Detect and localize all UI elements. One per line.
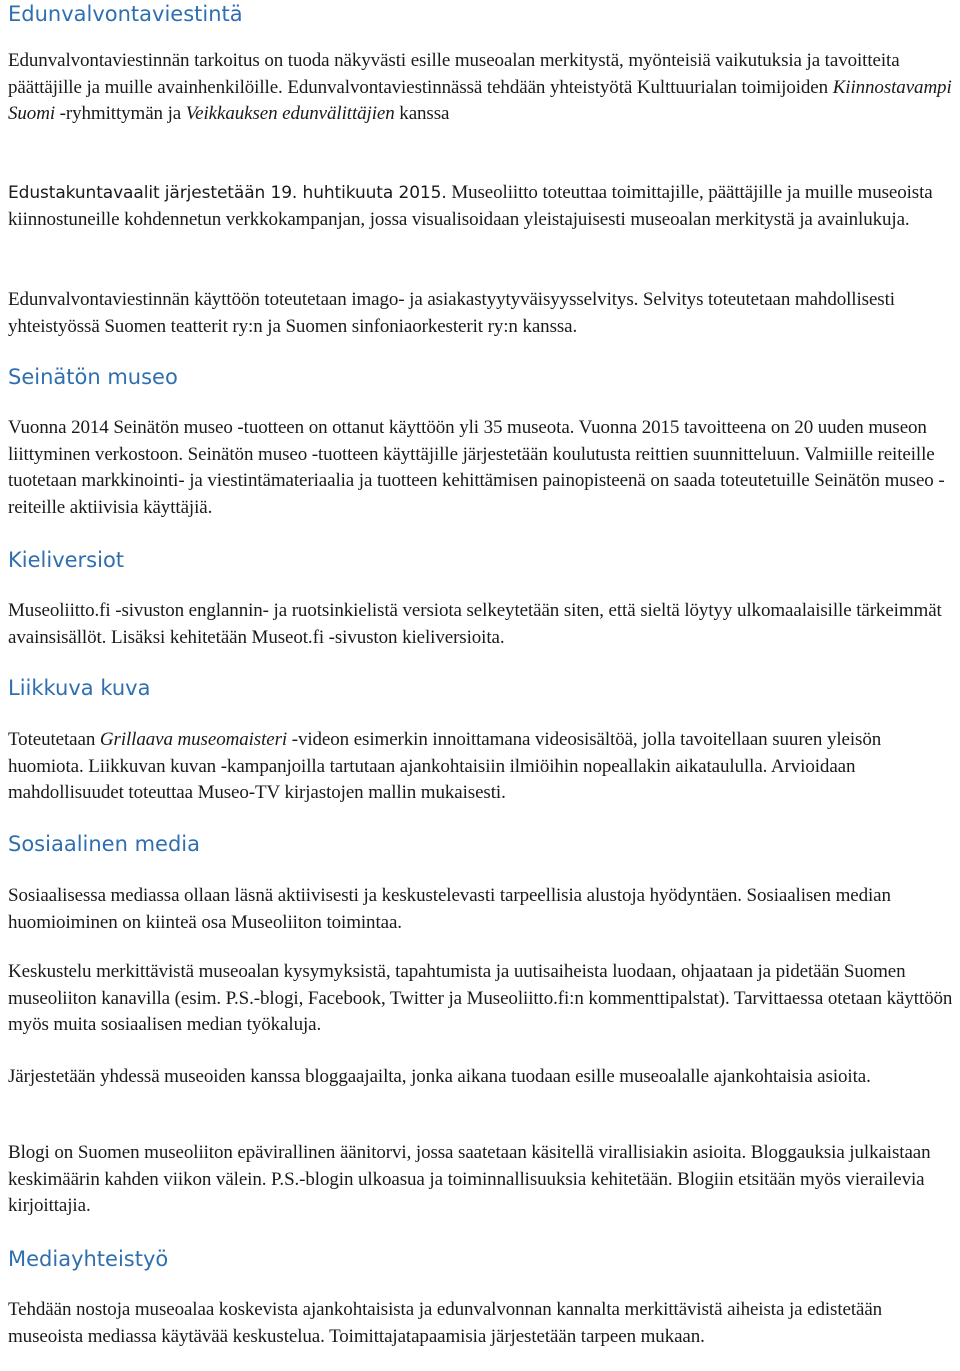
text-run: Edunvalvontaviestinnän tarkoitus on tuoda näkyvästi esille museoalan merkitystä, myönteisiä vaikutuksia ja tavoitteita päättäjille ja muille avainhenkilöille. Edunvalvontaviestinnässä tehdään yhteistyötä Kulttuurialan toimijoiden — [8, 50, 900, 98]
heading-liikkuva-kuva: Liikkuva kuva — [8, 676, 151, 700]
text-run: kanssa — [394, 103, 450, 124]
heading-mediayhteistyo: Mediayhteistyö — [8, 1247, 169, 1271]
text-run: -ryhmittymän ja — [55, 103, 186, 124]
heading-kieliversiot: Kieliversiot — [8, 548, 125, 572]
paragraph-liikkuva-kuva — [8, 727, 953, 807]
paragraph-seinaton-museo: Vuonna 2014 Seinätön museo -tuotteen on ottanut käyttöön yli 35 museota. Vuonna 2015 tavoitteena on 20 uuden museon liittyminen verkostoon. Seinätön museo -tuotteen käyttäjille järjestetään koulutusta reittien suunnitteluun. Valmiille reiteille tuotetaan markkinointi- ja viestintämateriaalia ja tuotteen kehittämisen painopisteenä on saada toteutetuille Seinätön museo -reiteille aktiivisia käyttäjiä. — [8, 417, 945, 518]
italic-grillaava-museomaisteri: Grillaava museomaisteri — [99, 729, 288, 750]
text-run: Toteutetaan — [8, 729, 100, 750]
text-run: Museoliitto toteuttaa toimittajille, päättäjille ja muille museoista kiinnostuneille kohdennetun verkkokampanjan, jossa visualisoidaan yleistajuisesti museoalan merkitystä ja avainlukuja. — [8, 182, 933, 230]
heading-edunvalvontaviestinta: Edunvalvontaviestintä — [8, 2, 243, 26]
paragraph-edunvalvonta-intro — [8, 48, 953, 128]
paragraph-mediayhteistyo: Tehdään nostoja museoalaa koskevista ajankohtaisista ja edunvalvonnan kannalta merkittävistä aiheista ja edistetään museoista mediassa käytävää keskustelua. Toimittajatapaamisia järjestetään tarpeen mukaan. — [8, 1299, 883, 1347]
text-run: -videon esimerkin innoittamana videosisältöä, jolla tavoitellaan suuren yleisön huomiota. Liikkuvan kuvan -kampanjoilla tartutaan ajankohtaisiin ilmiöihin nopeallakin aikataululla. Arvioidaan mahdollisuudet toteuttaa Museo-TV kirjastojen mallin mukaisesti. — [8, 729, 882, 803]
text-run-vaalit-date: Edustakuntavaalit järjestetään 19. huhtikuuta 2015. — [8, 183, 447, 203]
paragraph-kieliversiot: Museoliitto.fi -sivuston englannin- ja ruotsinkielistä versiota selkeytetään siten, että sieltä löytyy ulkomaalaisille tärkeimmät avainsisällöt. Lisäksi kehitetään Museot.fi -sivuston kieliversioita. — [8, 600, 942, 648]
heading-seinaton-museo: Seinätön museo — [8, 365, 178, 389]
paragraph-edunvalvonta-vaalit — [8, 180, 953, 233]
italic-veikkauksen-edunvalittajien: Veikkauksen edunvälittäjien — [185, 103, 395, 124]
paragraph-some-1: Sosiaalisessa mediassa ollaan läsnä aktiivisesti ja keskustelevasti tarpeellisia alustoja hyödyntäen. Sosiaalisen median huomioiminen on kiinteä osa Museoliiton toimintaa. — [8, 885, 891, 933]
paragraph-edunvalvonta-selvitys: Edunvalvontaviestinnän käyttöön toteutetaan imago- ja asiakastyytyväisyysselvitys. Selvitys toteutetaan mahdollisesti yhteistyössä Suomen teatterit ry:n ja Suomen sinfoniaorkesterit ry:n kanssa. — [8, 289, 895, 337]
paragraph-some-2: Keskustelu merkittävistä museoalan kysymyksistä, tapahtumista ja uutisaiheista luodaan, ohjaataan ja pidetään Suomen museoliiton kanavilla (esim. P.S.-blogi, Facebook, Twitter ja Museoliitto.fi:n kommenttipalstat). Tarvittaessa otetaan käyttöön myös muita sosiaalisen median työkaluja. — [8, 961, 953, 1035]
heading-sosiaalinen-media: Sosiaalinen media — [8, 832, 200, 856]
paragraph-some-4: Blogi on Suomen museoliiton epävirallinen äänitorvi, jossa saatetaan käsitellä virallisiakin asioita. Bloggauksia julkaistaan keskimäärin kahden viikon välein. P.S.-blogin ulkoasua ja toiminnallisuuksia kehitetään. Blogiin etsitään myös vierailevia kirjoittajia. — [8, 1142, 931, 1216]
italic-kiinnostavampi-suomi: Kiinnostavampi Suomi — [8, 76, 952, 124]
paragraph-some-3: Järjestetään yhdessä museoiden kanssa bloggaajailta, jonka aikana tuodaan esille museoalalle ajankohtaisia asioita. — [8, 1066, 871, 1087]
